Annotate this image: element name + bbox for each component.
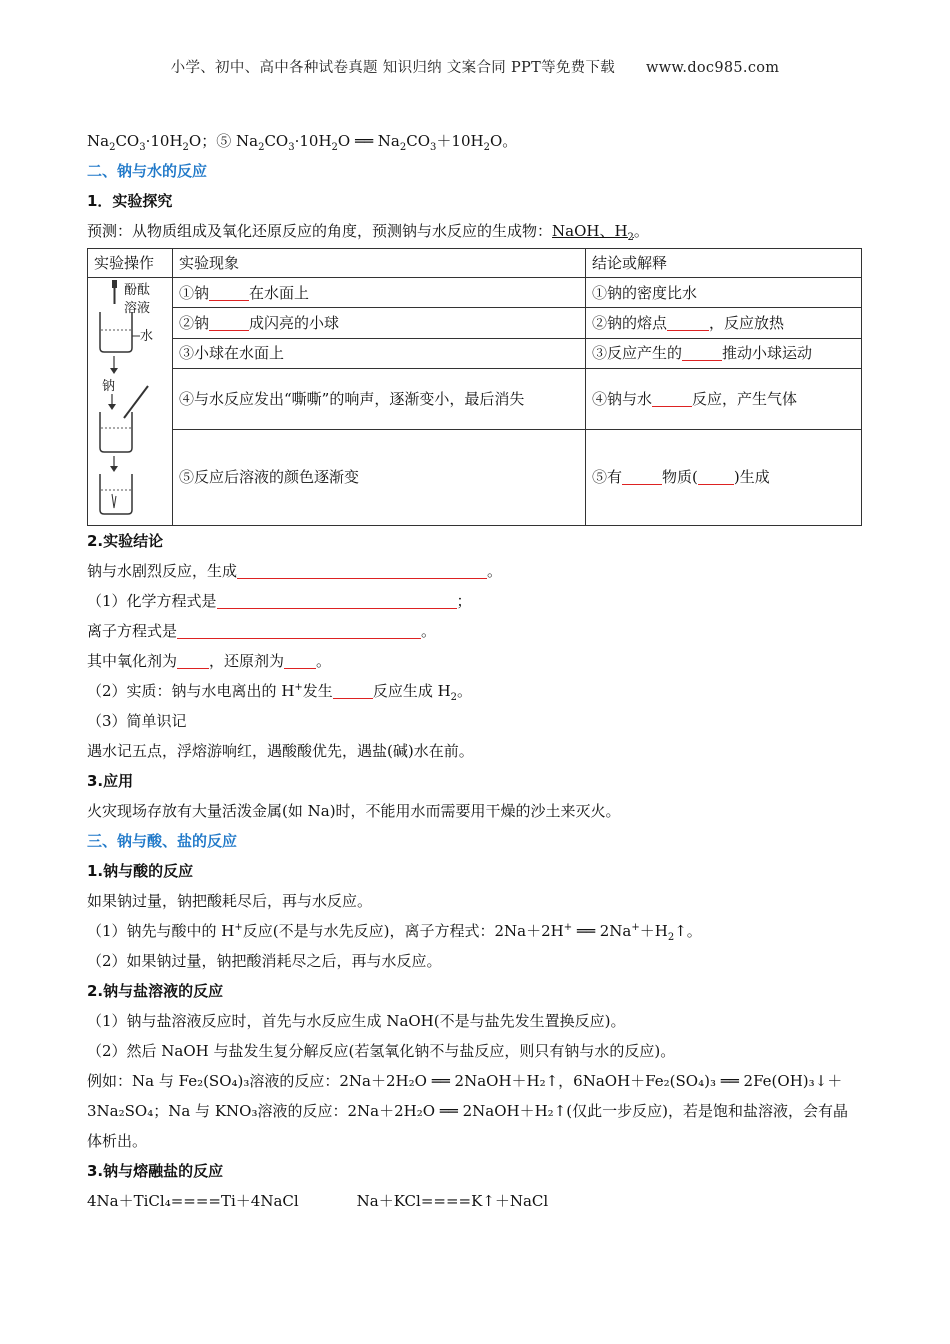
table-cell: ④与水反应发出“嘶嘶”的响声，逐渐变小，最后消失	[173, 369, 586, 430]
subsection-title: 3.钠与熔融盐的反应	[87, 1162, 224, 1180]
label-phenolphthalein: 酚酞	[124, 283, 151, 298]
text-line: （3）简单识记	[87, 712, 187, 730]
text-line: 离子方程式是 。	[87, 622, 437, 640]
text-line: （2）然后 NaOH 与盐发生复分解反应(若氢氧化钠不与盐反应，则只有钠与水的反应)。	[87, 1042, 676, 1060]
table-header-cell: 实验操作	[88, 249, 173, 278]
table-cell: ①钠的密度比水	[586, 278, 862, 308]
tweezers-icon	[124, 386, 148, 418]
text-paragraph: 例如：Na 与 Fe₂(SO₄)₃溶液的反应：2Na＋2H₂O ══ 2NaOH＋H₂↑，6NaOH＋Fe₂(SO₄)₃ ══ 2Fe(OH)₃↓＋3Na₂SO₄；Na 与 KNO₃溶液的反应：2Na＋2H₂O ══ 2NaOH＋H₂↑(仅此一步反应)，若是饱和盐溶液，会有晶体析出。	[87, 1072, 848, 1150]
arrow-down-icon	[108, 404, 116, 410]
table-cell: ④钠与水 反应，产生气体	[586, 369, 862, 430]
text-line: （1）钠先与酸中的 H+反应(不是与水先反应)，离子方程式：2Na＋2H+ ══ $2Na^++H_2↑$。	[87, 922, 702, 943]
table-cell: ③反应产生的 推动小球运动	[586, 338, 862, 368]
experiment-table	[87, 248, 862, 526]
text-line: 火灾现场存放有大量活泼金属(如 Na)时，不能用水而需要用干燥的沙土来灭火。	[87, 802, 621, 820]
text-line: （2）如果钠过量，钠把酸消耗尽之后，再与水反应。	[87, 952, 442, 970]
beaker-diagram	[88, 278, 170, 518]
table-cell: ⑤有 物质( )生成	[586, 429, 862, 525]
table-cell: ③小球在水面上	[173, 338, 586, 368]
dropper-bulb-icon	[112, 280, 117, 288]
text-line: 如果钠过量，钠把酸耗尽后，再与水反应。	[87, 892, 373, 910]
table-header-cell: 实验现象	[173, 249, 586, 278]
table-cell: ②钠 成闪亮的小球	[173, 308, 586, 338]
beaker-icon	[100, 474, 132, 514]
document-body	[87, 126, 862, 1216]
page-header	[0, 56, 950, 77]
text-line: 其中氧化剂为 ，还原剂为 。	[87, 652, 332, 670]
table-cell: ②钠的熔点 ，反应放热	[586, 308, 862, 338]
subsection-title: 1.钠与酸的反应	[87, 862, 194, 880]
text-line: （1）化学方程式是 ；	[87, 592, 472, 610]
experiment-diagram	[88, 278, 173, 526]
table-cell: ⑤反应后溶液的颜色逐渐变	[173, 429, 586, 525]
subsection-title: 1．实验探究	[87, 192, 173, 210]
label-solution: 溶液	[124, 301, 151, 316]
label-water: 水	[140, 329, 154, 344]
text-line: 钠与水剧烈反应，生成 。	[87, 562, 503, 580]
subsection-title: 3.应用	[87, 772, 134, 790]
beaker-icon	[100, 412, 132, 452]
table-header-cell: 结论或解释	[586, 249, 862, 278]
text-line: 4Na＋TiCl₄====Ti＋4NaCl Na＋KCl====K↑＋NaCl	[87, 1192, 549, 1210]
text-line: （1）钠与盐溶液反应时，首先与水反应生成 NaOH(不是与盐先发生置换反应)。	[87, 1012, 626, 1030]
formula-line: $Na_2CO_3\cdot 10H_2O$；⑤ $Na_2CO_3\cdot 10H_2O$ ══ $Na_2CO_3+10H_2O$。	[87, 132, 518, 153]
table-cell: ①钠 在水面上	[173, 278, 586, 308]
label-sodium: 钠	[102, 379, 116, 394]
beaker-icon	[100, 312, 132, 352]
section-title: 三、钠与酸、盐的反应	[87, 832, 238, 850]
prediction-line: 预测：从物质组成及氧化还原反应的角度，预测钠与水反应的生成物：NaOH、$H_2$。	[87, 222, 649, 243]
arrow-down-icon	[110, 466, 118, 472]
header-text: 小学、初中、高中各种试卷真题 知识归纳 文案合同 PPT等免费下载	[170, 60, 616, 76]
text-line: 遇水记五点，浮熔游响红，遇酸酸优先，遇盐(碱)水在前。	[87, 742, 474, 760]
header-url: www.doc985.com	[646, 60, 780, 76]
section-title: 二、钠与水的反应	[87, 162, 208, 180]
arrow-down-icon	[110, 368, 118, 374]
subsection-title: 2.钠与盐溶液的反应	[87, 982, 224, 1000]
text-line: （2）实质：钠与水电离出的 H+发生 反应生成 $H_2$。	[87, 682, 473, 703]
subsection-title: 2.实验结论	[87, 532, 164, 550]
